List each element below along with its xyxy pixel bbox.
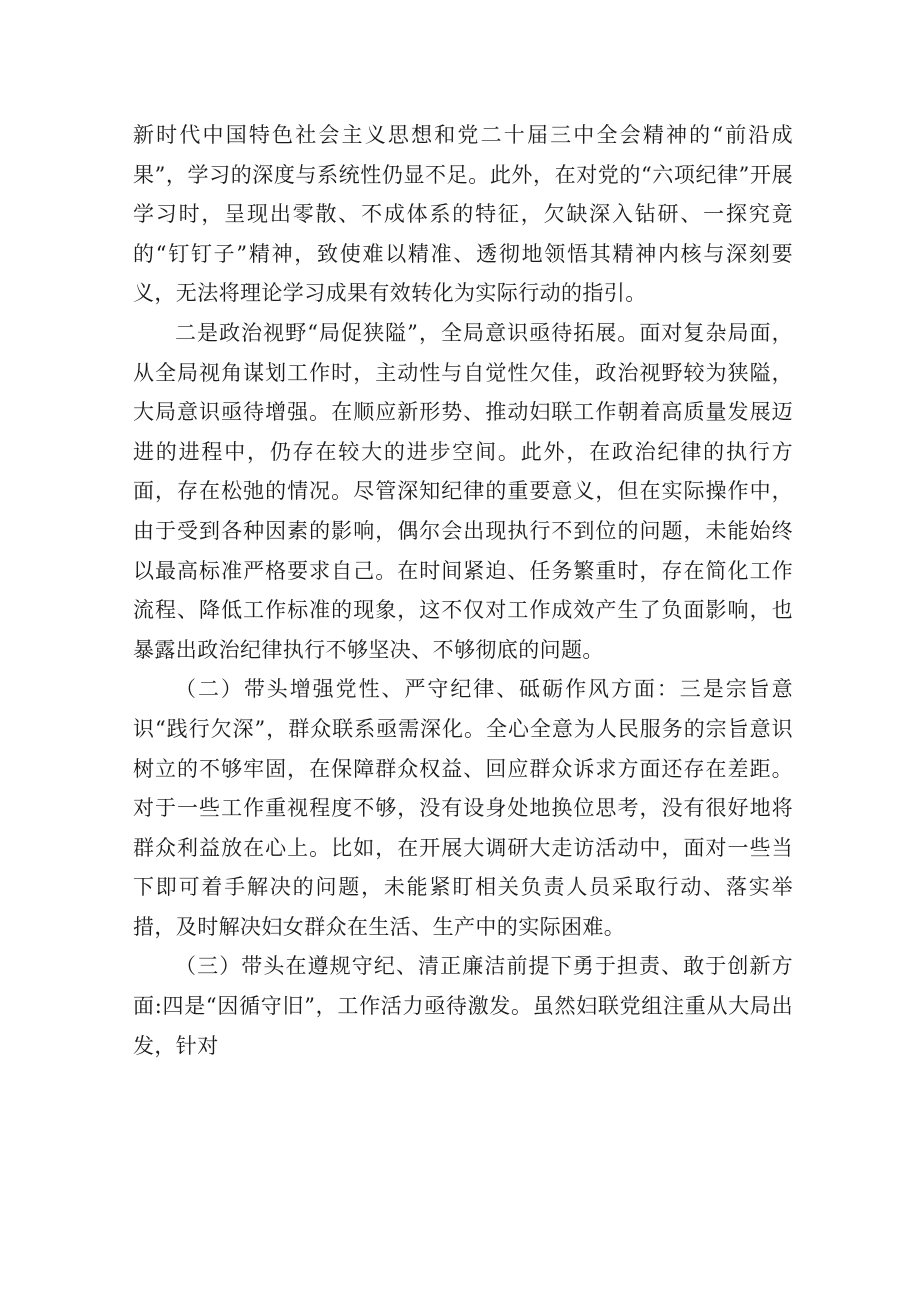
paragraph-theory-study: 新时代中国特色社会主义思想和党二十届三中全会精神的“前沿成果”，学习的深度与系统性仍显不足。此外，在对党的“六项纪律”开展学习时，呈现出零散、不成体系的特征，欠缺深入钻研、一探究竟的“钉钉子”精神，致使难以精准、透彻地领悟其精神内核与深刻要义，无法将理论学习成果有效转化为实际行动的指引。 [133, 123, 793, 306]
document-body [133, 116, 793, 1066]
paragraph-responsibility-innovation: （三）带头在遵规守纪、清正廉洁前提下勇于担责、敢于创新方面:四是“因循守旧”，工作活力亟待激发。虽然妇联党组注重从大局出发，针对 [133, 954, 793, 1058]
paragraph-party-spirit-discipline: （二）带头增强党性、严守纪律、砥砺作风方面：三是宗旨意识“践行欠深”，群众联系亟需深化。全心全意为人民服务的宗旨意识树立的不够牢固，在保障群众权益、回应群众诉求方面还存在差距。对于一些工作重视程度不够，没有设身处地换位思考，没有很好地将群众利益放在心上。比如，在开展大调研大走访活动中，面对一些当下即可着手解决的问题，未能紧盯相关负责人员采取行动、落实举措，及时解决妇女群众在生活、生产中的实际困难。 [133, 677, 793, 939]
paragraph-political-vision: 二是政治视野“局促狭隘”，全局意识亟待拓展。面对复杂局面，从全局视角谋划工作时，主动性与自觉性欠佳，政治视野较为狭隘，大局意识亟待增强。在顺应新形势、推动妇联工作朝着高质量发展迈进的进程中，仍存在较大的进步空间。此外，在政治纪律的执行方面，存在松弛的情况。尽管深知纪律的重要意义，但在实际操作中，由于受到各种因素的影响，偶尔会出现执行不到位的问题，未能始终以最高标准严格要求自己。在时间紧迫、任务繁重时，存在简化工作流程、降低工作标准的现象，这不仅对工作成效产生了负面影响，也暴露出政治纪律执行不够坚决、不够彻底的问题。 [133, 320, 793, 662]
